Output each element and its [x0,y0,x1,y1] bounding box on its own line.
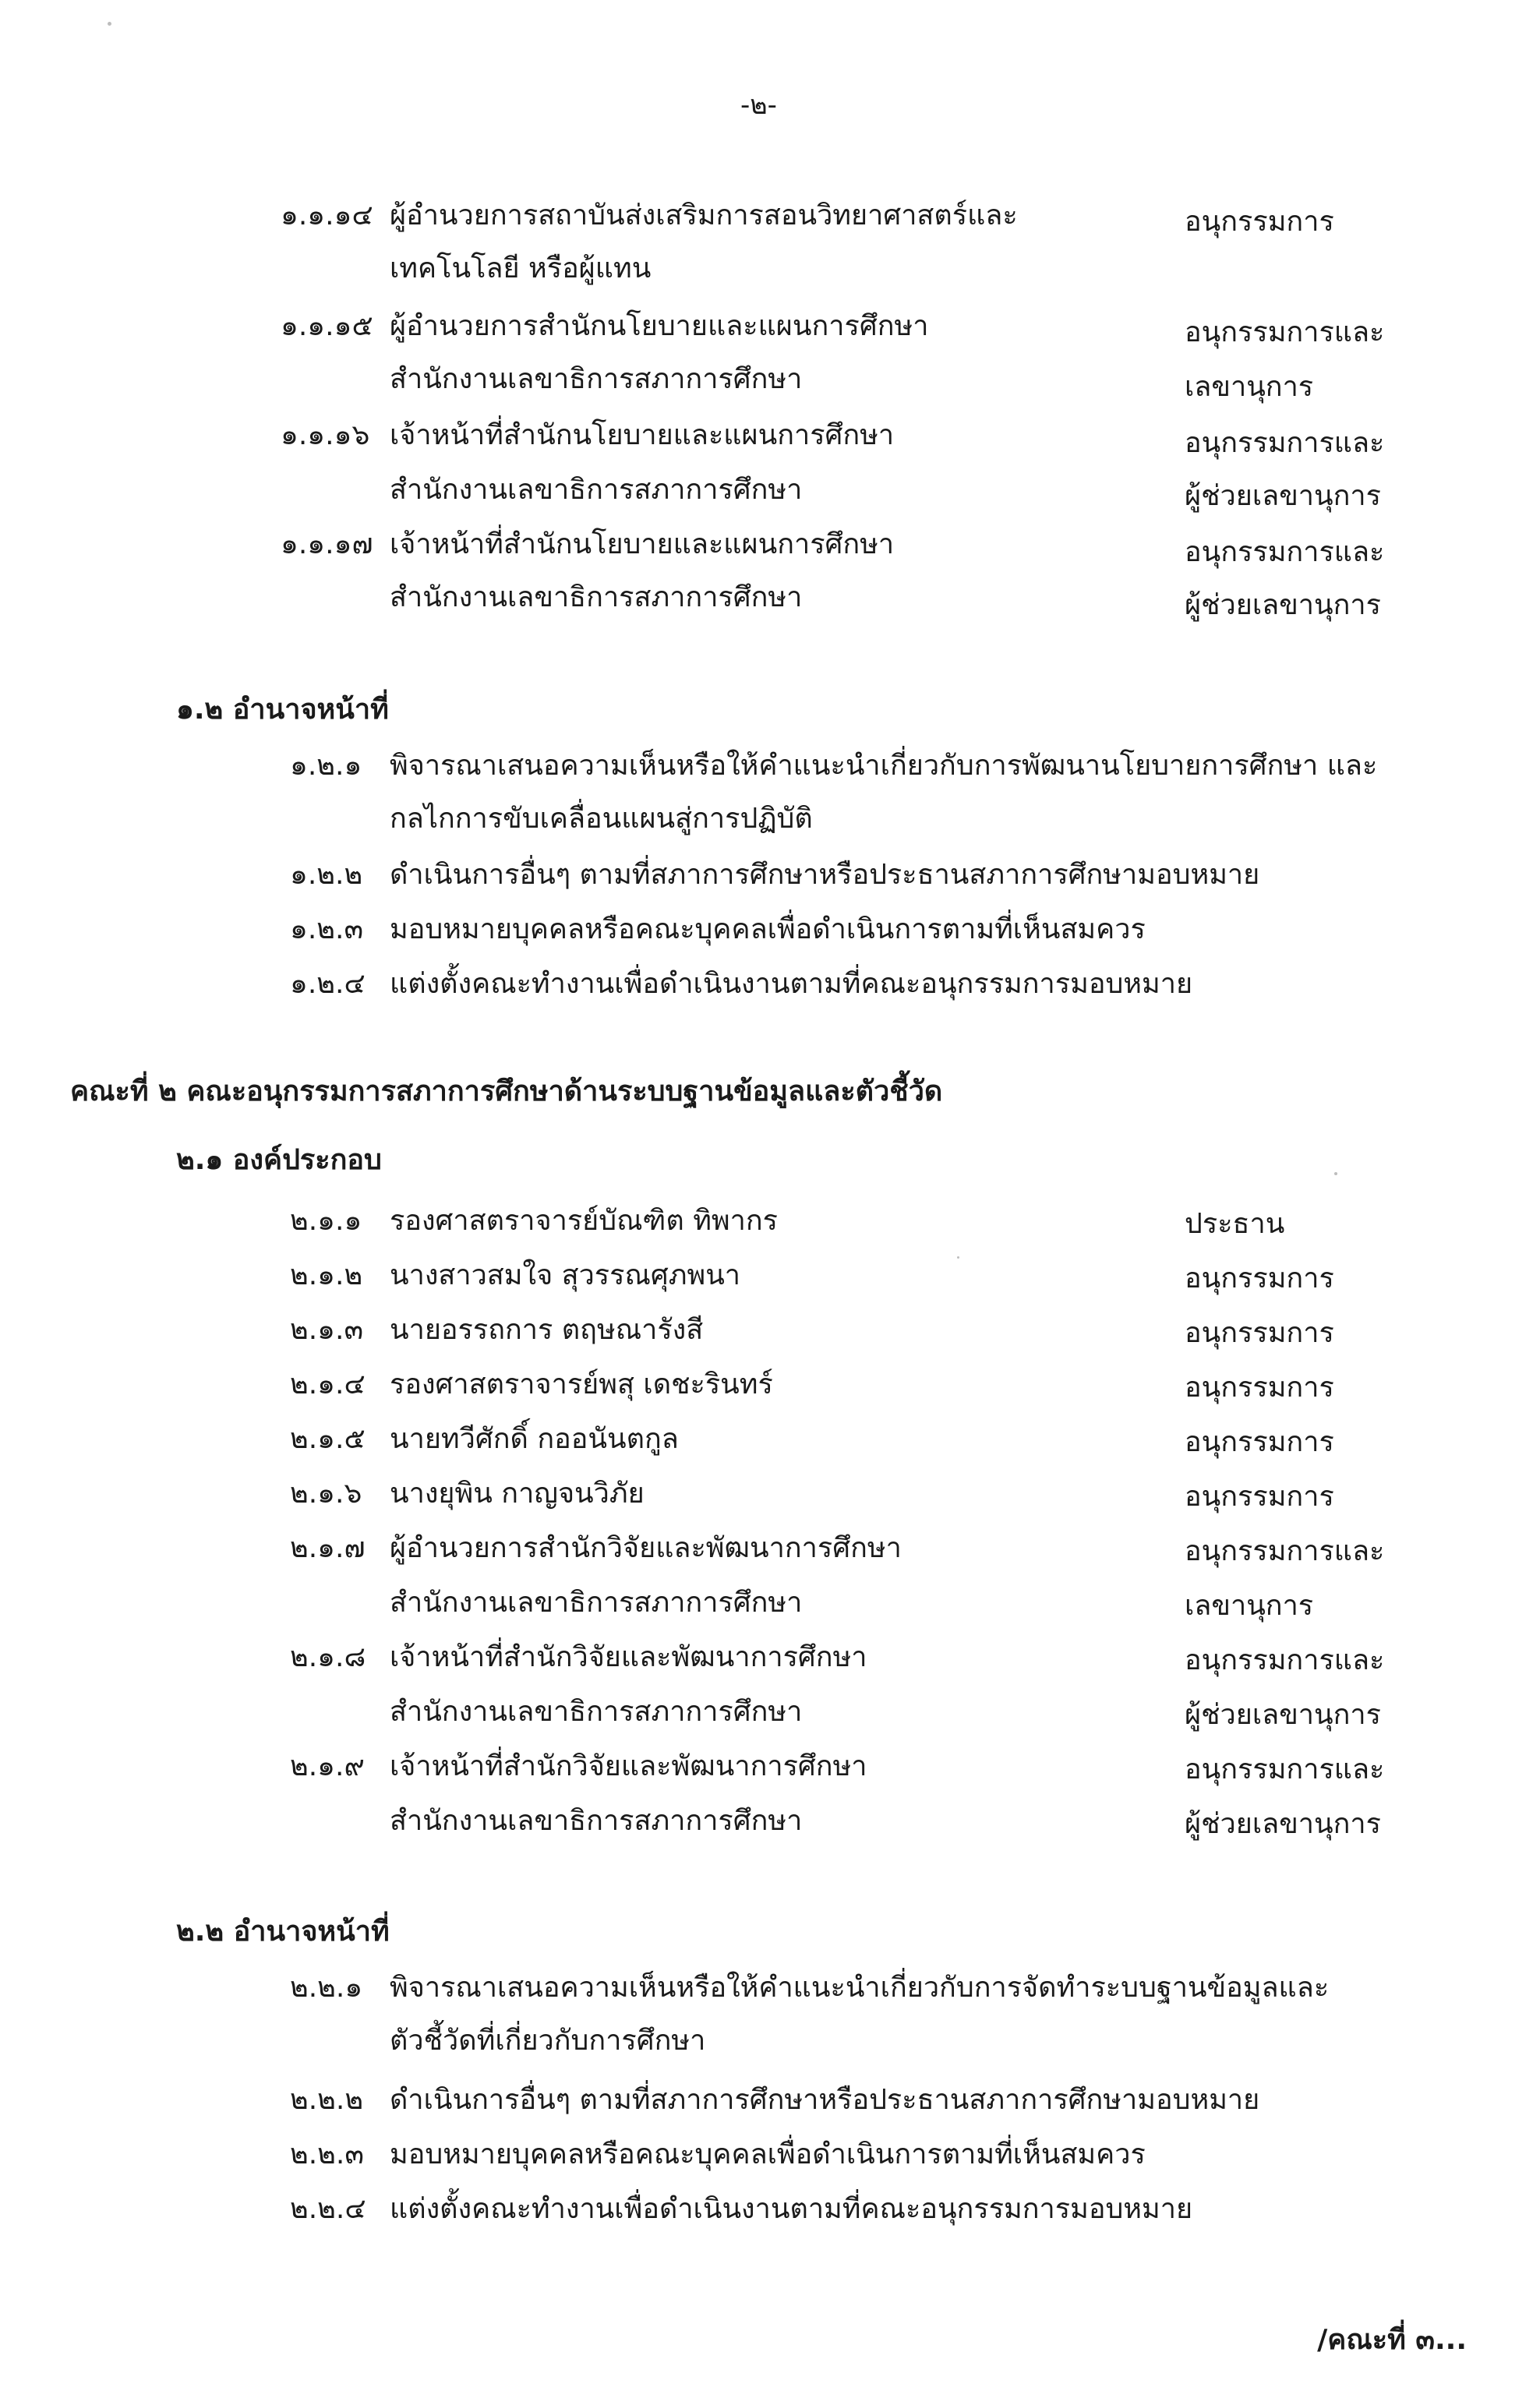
member-text: ผู้อำนวยการสถาบันส่งเสริมการสอนวิทยาศาสตร์และ [390,200,1018,231]
duty-text: พิจารณาเสนอความเห็นหรือให้คำแนะนำเกี่ยวกับการพัฒนานโยบายการศึกษา และ [390,750,1378,782]
duty-text: ดำเนินการอื่นๆ ตามที่สภาการศึกษาหรือประธานสภาการศึกษามอบหมาย [390,2084,1260,2116]
section-heading: ๒.๒ อำนาจหน้าที่ [176,1916,390,1948]
member-number: ๑.๑.๑๗ [281,528,373,560]
member-role: อนุกรรมการ [1185,1426,1334,1458]
member-text-cont: สำนักงานเลขาธิการสภาการศึกษา [390,581,803,613]
member-text: นายอรรถการ ตฤษณารังสี [390,1314,704,1346]
member-number: ๒.๑.๙ [290,1750,365,1782]
committee-title: คณะที่ ๒ คณะอนุกรรมการสภาการศึกษาด้านระบบฐานข้อมูลและตัวชี้วัด [70,1075,943,1107]
member-number: ๒.๑.๓ [290,1314,364,1346]
member-role: อนุกรรมการและ [1185,1754,1385,1785]
member-role-cont: เลขานุการ [1185,1590,1314,1622]
member-role-cont: ผู้ช่วยเลขานุการ [1185,589,1381,621]
duty-number: ๒.๒.๓ [290,2138,364,2170]
duty-number: ๑.๒.๓ [290,913,364,945]
member-text-cont: เทคโนโลยี หรือผู้แทน [390,253,652,284]
member-role: อนุกรรมการและ [1185,536,1385,568]
member-role: อนุกรรมการ [1185,1481,1334,1513]
member-text: นางยุพิน กาญจนวิภัย [390,1478,645,1510]
member-role-cont: ผู้ช่วยเลขานุการ [1185,480,1381,512]
member-number: ๒.๑.๕ [290,1423,366,1455]
member-role-cont: ผู้ช่วยเลขานุการ [1185,1808,1381,1840]
duty-text: มอบหมายบุคคลหรือคณะบุคคลเพื่อดำเนินการตามที่เห็นสมควร [390,2138,1146,2170]
member-role: อนุกรรมการ [1185,1317,1334,1349]
member-text-cont: สำนักงานเลขาธิการสภาการศึกษา [390,1696,803,1728]
duty-number: ๑.๒.๒ [290,859,363,891]
member-role: อนุกรรมการ [1185,1372,1334,1404]
member-text: ผู้อำนวยการสำนักวิจัยและพัฒนาการศึกษา [390,1532,902,1564]
member-role: อนุกรรมการและ [1185,316,1385,348]
member-text: รองศาสตราจารย์พสุ เดชะรินทร์ [390,1369,773,1400]
next-page-marker: /คณะที่ ๓... [1317,2324,1467,2356]
duty-text-cont: ตัวชี้วัดที่เกี่ยวกับการศึกษา [390,2025,706,2057]
member-text: นางสาวสมใจ สุวรรณศุภพนา [390,1259,741,1291]
member-number: ๒.๑.๗ [290,1532,366,1564]
member-text-cont: สำนักงานเลขาธิการสภาการศึกษา [390,363,803,395]
duty-number: ๑.๒.๑ [290,750,362,782]
scan-speck [1334,1172,1337,1175]
scan-speck [957,1256,959,1259]
duty-text: แต่งตั้งคณะทำงานเพื่อดำเนินงานตามที่คณะอนุกรรมการมอบหมาย [390,2193,1193,2225]
member-text-cont: สำนักงานเลขาธิการสภาการศึกษา [390,1805,803,1837]
member-number: ๒.๑.๑ [290,1205,362,1237]
member-text: เจ้าหน้าที่สำนักวิจัยและพัฒนาการศึกษา [390,1641,867,1673]
member-text-cont: สำนักงานเลขาธิการสภาการศึกษา [390,1587,803,1619]
member-role: อนุกรรมการ [1185,206,1334,238]
duty-text: พิจารณาเสนอความเห็นหรือให้คำแนะนำเกี่ยวกับการจัดทำระบบฐานข้อมูลและ [390,1972,1330,2004]
duty-number: ๒.๒.๔ [290,2193,366,2225]
scan-speck [108,22,111,26]
member-role-cont: ผู้ช่วยเลขานุการ [1185,1699,1381,1731]
member-number: ๑.๑.๑๔ [281,200,373,231]
member-role: อนุกรรมการและ [1185,1644,1385,1676]
duty-number: ๒.๒.๑ [290,1972,363,2004]
member-role: อนุกรรมการ [1185,1263,1334,1294]
section-heading: ๑.๒ อำนาจหน้าที่ [176,694,389,726]
duty-number: ๑.๒.๔ [290,968,366,1000]
member-number: ๒.๑.๖ [290,1478,362,1510]
member-role-cont: เลขานุการ [1185,371,1314,403]
member-text: ผู้อำนวยการสำนักนโยบายและแผนการศึกษา [390,310,929,342]
member-text-cont: สำนักงานเลขาธิการสภาการศึกษา [390,474,803,506]
member-role: อนุกรรมการและ [1185,1535,1385,1567]
member-number: ๒.๑.๔ [290,1369,366,1400]
duty-number: ๒.๒.๒ [290,2084,364,2116]
member-text: เจ้าหน้าที่สำนักนโยบายและแผนการศึกษา [390,419,895,451]
member-number: ๒.๑.๒ [290,1259,363,1291]
section-heading: ๒.๑ องค์ประกอบ [176,1144,382,1176]
member-text: เจ้าหน้าที่สำนักนโยบายและแผนการศึกษา [390,528,895,560]
member-text: รองศาสตราจารย์บัณฑิต ทิพากร [390,1205,779,1237]
duty-text: แต่งตั้งคณะทำงานเพื่อดำเนินงานตามที่คณะอนุกรรมการมอบหมาย [390,968,1193,1000]
member-number: ๒.๑.๘ [290,1641,366,1673]
member-number: ๑.๑.๑๖ [281,419,370,451]
duty-text-cont: กลไกการขับเคลื่อนแผนสู่การปฏิบัติ [390,803,813,835]
duty-text: ดำเนินการอื่นๆ ตามที่สภาการศึกษาหรือประธานสภาการศึกษามอบหมาย [390,859,1260,891]
member-role: อนุกรรมการและ [1185,427,1385,459]
page-number: -๒- [740,90,777,121]
duty-text: มอบหมายบุคคลหรือคณะบุคคลเพื่อดำเนินการตามที่เห็นสมควร [390,913,1146,945]
member-number: ๑.๑.๑๕ [281,310,373,342]
member-text: นายทวีศักดิ์ กออนันตกูล [390,1423,679,1455]
member-text: เจ้าหน้าที่สำนักวิจัยและพัฒนาการศึกษา [390,1750,867,1782]
member-role: ประธาน [1185,1208,1285,1240]
